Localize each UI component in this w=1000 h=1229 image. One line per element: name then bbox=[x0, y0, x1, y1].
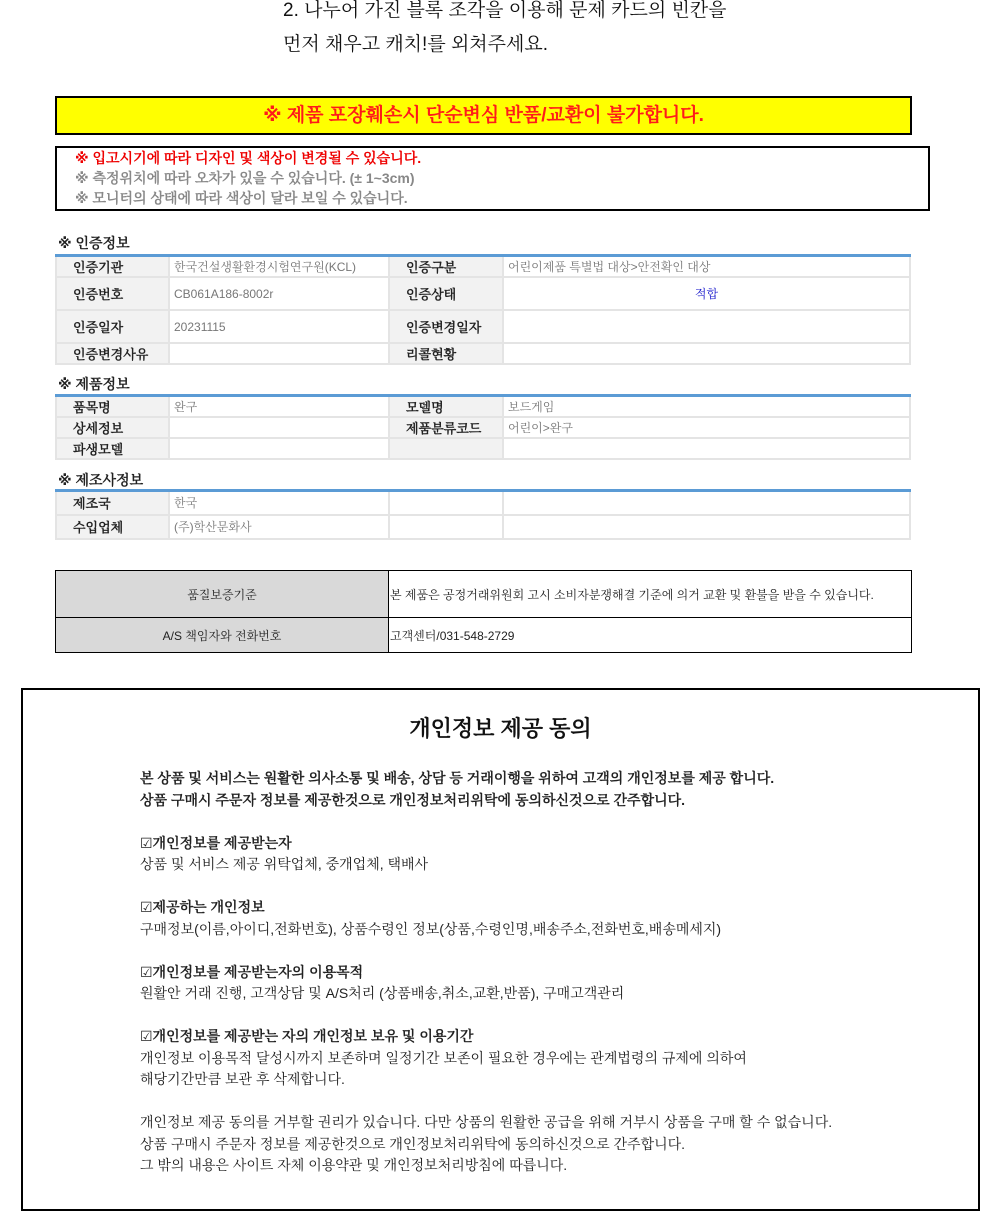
closing-line: 상품 구매시 주문자 정보를 제공한것으로 개인정보처리위탁에 동의하신것으로 간주합니다. bbox=[140, 1135, 686, 1152]
intro-text bbox=[283, 0, 727, 62]
section-line: 해당기간만큼 보관 후 삭제합니다. bbox=[140, 1071, 345, 1087]
closing-line: 그 밖의 내용은 사이트 자체 이용약관 및 개인정보처리방침에 따릅니다. bbox=[140, 1157, 568, 1173]
table-row bbox=[56, 343, 910, 364]
cell-label: 제품분류코드 bbox=[389, 417, 503, 438]
section-heading: ☑개인정보를 제공받는자 bbox=[140, 834, 292, 851]
cell-label: 인증기관 bbox=[56, 256, 169, 278]
cell-value: 한국 bbox=[169, 491, 389, 515]
cell-value bbox=[503, 310, 910, 343]
cell-label: 인증일자 bbox=[56, 310, 169, 343]
table-row bbox=[56, 277, 910, 310]
quality-label: 품질보증기준 bbox=[56, 571, 389, 618]
notice-design-change: ※ 입고시기에 따라 디자인 및 색상이 변경될 수 있습니다. bbox=[75, 150, 422, 166]
cell-value bbox=[503, 438, 910, 459]
cell-value bbox=[169, 343, 389, 364]
closing-line: 개인정보 제공 동의를 거부할 권리가 있습니다. 다만 상품의 원활한 공급을 위해 거부시 상품을 구매 할 수 없습니다. bbox=[140, 1114, 833, 1130]
cell-value: 한국건설생활환경시험연구원(KCL) bbox=[169, 256, 389, 278]
notice-box bbox=[55, 146, 930, 211]
section-heading: ☑제공하는 개인정보 bbox=[140, 899, 265, 915]
table-row bbox=[56, 571, 912, 618]
privacy-intro-line: 상품 구매시 주문자 정보를 제공한것으로 개인정보처리위탁에 동의하신것으로 간주합니다. bbox=[140, 791, 686, 808]
manufacturer-title: ※ 제조사정보 bbox=[58, 472, 144, 488]
cell-empty bbox=[389, 515, 503, 539]
section-heading: ☑개인정보를 제공받는자의 이용목적 bbox=[140, 963, 364, 980]
product-table bbox=[55, 394, 911, 460]
intro-line: 먼저 채우고 캐치!를 외쳐주세요. bbox=[283, 34, 548, 55]
product-title: ※ 제품정보 bbox=[58, 376, 130, 392]
table-row bbox=[56, 417, 910, 438]
cell-label: 인증변경사유 bbox=[56, 343, 169, 364]
table-row bbox=[56, 491, 910, 515]
intro-line: 2. 나누어 가진 블록 조각을 이용해 문제 카드의 빈칸을 bbox=[283, 0, 727, 21]
cell-label bbox=[389, 438, 503, 459]
cell-label: 인증변경일자 bbox=[389, 310, 503, 343]
notice-monitor: ※ 모니터의 상태에 따라 색상이 달라 보일 수 있습니다. bbox=[75, 190, 408, 206]
cell-value: 보드게임 bbox=[503, 396, 910, 418]
cell-label: 인증번호 bbox=[56, 277, 169, 310]
cell-value bbox=[169, 417, 389, 438]
table-row bbox=[56, 515, 910, 539]
cell-value: 완구 bbox=[169, 396, 389, 418]
cell-value: (주)학산문화사 bbox=[169, 515, 389, 539]
cell-label: 인증구분 bbox=[389, 256, 503, 278]
cell-label: 상세정보 bbox=[56, 417, 169, 438]
quality-table bbox=[55, 570, 912, 653]
cell-label: 모델명 bbox=[389, 396, 503, 418]
section-line: 구매정보(이름,아이디,전화번호), 상품수령인 정보(상품,수령인명,배송주소,전화번호,배송메세지) bbox=[140, 920, 722, 937]
cell-empty bbox=[389, 491, 503, 515]
cell-label: 리콜현황 bbox=[389, 343, 503, 364]
as-contact-label: A/S 책임자와 전화번호 bbox=[56, 618, 389, 653]
section-heading: ☑개인정보를 제공받는 자의 개인정보 보유 및 이용기간 bbox=[140, 1028, 474, 1044]
cell-empty bbox=[503, 515, 910, 539]
table-row bbox=[56, 310, 910, 343]
certification-title: ※ 인증정보 bbox=[58, 235, 130, 251]
table-row bbox=[56, 618, 912, 653]
as-contact-value: 고객센터/031-548-2729 bbox=[389, 618, 912, 653]
cell-label: 인증상태 bbox=[389, 277, 503, 310]
cell-empty bbox=[503, 491, 910, 515]
section-line: 개인정보 이용목적 달성시까지 보존하며 일정기간 보존이 필요한 경우에는 관계법령의 규제에 의하여 bbox=[140, 1049, 747, 1066]
cell-value bbox=[503, 343, 910, 364]
section-line: 상품 및 서비스 제공 위탁업체, 중개업체, 택배사 bbox=[140, 856, 429, 872]
table-row bbox=[56, 396, 910, 418]
section-line: 원활안 거래 진행, 고객상담 및 A/S처리 (상품배송,취소,교환,반품), 구매고객관리 bbox=[140, 985, 625, 1001]
privacy-title: 개인정보 제공 동의 bbox=[409, 716, 592, 741]
cell-value bbox=[169, 438, 389, 459]
cell-label: 품목명 bbox=[56, 396, 169, 418]
cell-value: CB061A186-8002r bbox=[169, 277, 389, 310]
table-row bbox=[56, 438, 910, 459]
cell-value: 20231115 bbox=[169, 310, 389, 343]
cell-label: 수입업체 bbox=[56, 515, 169, 539]
quality-value: 본 제품은 공정거래위원회 고시 소비자분쟁해결 기준에 의거 교환 및 환불을 받을 수 있습니다. bbox=[389, 571, 912, 618]
return-warning-banner: ※ 제품 포장훼손시 단순변심 반품/교환이 불가합니다. bbox=[55, 96, 912, 135]
cell-label: 파생모델 bbox=[56, 438, 169, 459]
manufacturer-table bbox=[55, 489, 911, 540]
cert-status-value: 적합 bbox=[503, 277, 910, 310]
privacy-intro-line: 본 상품 및 서비스는 원활한 의사소통 및 배송, 상담 등 거래이행을 위하여 고객의 개인정보를 제공 합니다. bbox=[140, 770, 775, 786]
cell-value: 어린이제품 특별법 대상>안전확인 대상 bbox=[503, 256, 910, 278]
privacy-consent-box bbox=[21, 688, 980, 1211]
cell-label: 제조국 bbox=[56, 491, 169, 515]
cell-value: 어린이>완구 bbox=[503, 417, 910, 438]
notice-measurement: ※ 측정위치에 따라 오차가 있을 수 있습니다. (± 1~3cm) bbox=[75, 170, 415, 186]
certification-table bbox=[55, 254, 911, 365]
privacy-body bbox=[140, 768, 832, 1177]
table-row bbox=[56, 256, 910, 278]
